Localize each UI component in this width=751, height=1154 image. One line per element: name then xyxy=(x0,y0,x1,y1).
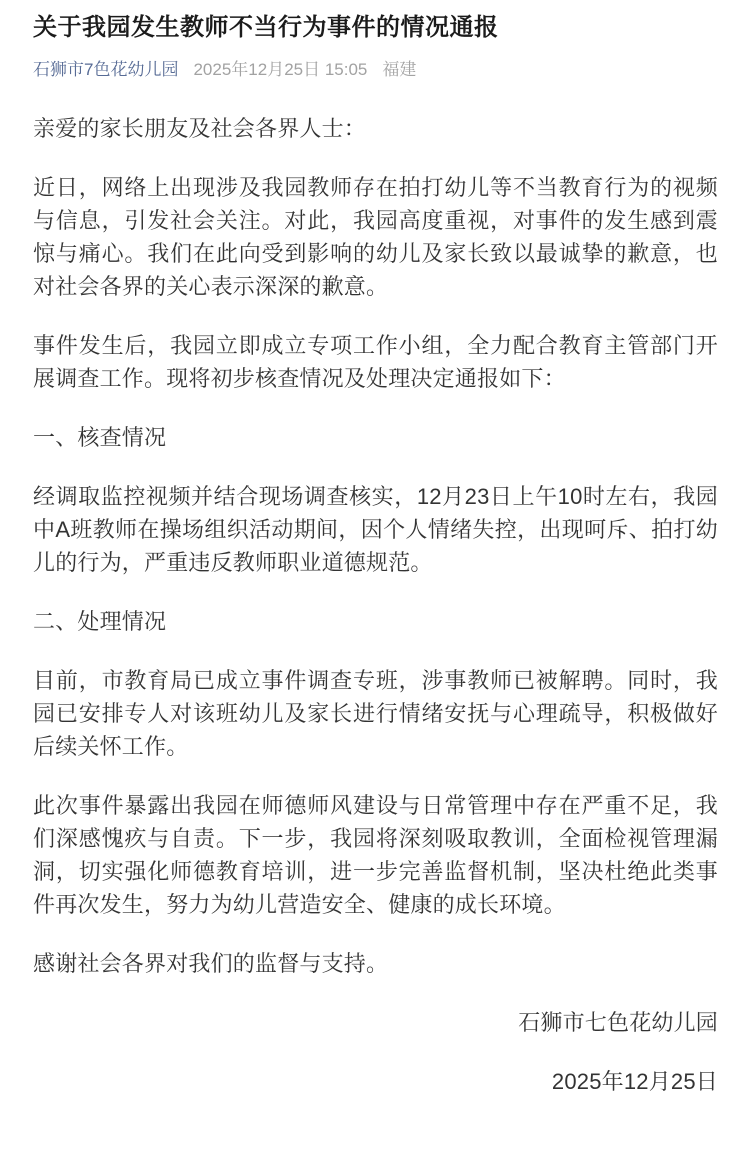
body-paragraph: 事件发生后，我园立即成立专项工作小组，全力配合教育主管部门开展调查工作。现将初步核查情况及处理决定通报如下： xyxy=(33,333,718,391)
publish-location: 福建 xyxy=(382,60,417,79)
article-body xyxy=(33,112,718,980)
body-paragraph: 一、核查情况 xyxy=(33,425,167,450)
body-paragraph: 感谢社会各界对我们的监督与支持。 xyxy=(33,951,389,976)
article-title: 关于我园发生教师不当行为事件的情况通报 xyxy=(33,14,499,41)
article-meta-row xyxy=(33,57,718,82)
signature: 石狮市七色花幼儿园 xyxy=(518,1010,718,1035)
publish-datetime: 2025年12月25日 15:05 xyxy=(193,60,368,79)
signature-date: 2025年12月25日 xyxy=(551,1069,718,1094)
body-paragraph: 经调取监控视频并结合现场调查核实，12月23日上午10时左右，我园中A班教师在操场组织活动期间，因个人情绪失控，出现呵斥、拍打幼儿的行为，严重违反教师职业道德规范。 xyxy=(33,484,718,575)
body-paragraph: 二、处理情况 xyxy=(33,609,167,634)
body-paragraph: 此次事件暴露出我园在师德师风建设与日常管理中存在严重不足，我们深感愧疚与自责。下一步，我园将深刻吸取教训，全面检视管理漏洞，切实强化师德教育培训，进一步完善监督机制，坚决杜绝此类事件再次发生，努力为幼儿营造安全、健康的成长环境。 xyxy=(33,793,718,917)
body-paragraph: 近日，网络上出现涉及我园教师存在拍打幼儿等不当教育行为的视频与信息，引发社会关注。对此，我园高度重视，对事件的发生感到震惊与痛心。我们在此向受到影响的幼儿及家长致以最诚挚的歉意，也对社会各界的关心表示深深的歉意。 xyxy=(33,175,718,299)
article-footer xyxy=(33,1006,718,1098)
body-paragraph: 亲爱的家长朋友及社会各界人士： xyxy=(33,116,367,141)
account-name-link[interactable]: 石狮市7色花幼儿园 xyxy=(33,60,179,79)
body-paragraph: 目前，市教育局已成立事件调查专班，涉事教师已被解聘。同时，我园已安排专人对该班幼儿及家长进行情绪安抚与心理疏导，积极做好后续关怀工作。 xyxy=(33,668,718,759)
